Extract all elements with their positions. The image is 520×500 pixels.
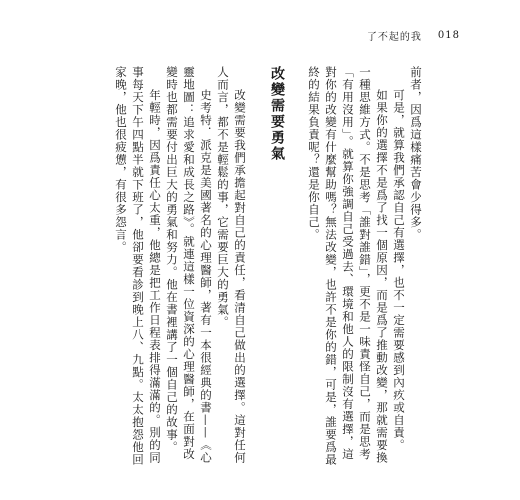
paragraph: 如果你的選擇不是爲了找一個原因，而是爲了推動改變，那就需要換一種思維方式。不是思考「誰對誰錯」，更不是一味責怪自己，而是思考「有用沒用」。就算你強調自己受過去、環境和他人的限制沒有選擇，這對你的改變有什麼幫助嗎？無法改變，也許不是你的錯，可是，誰要爲最終的結果負責呢？還是你自己。 <box>307 66 389 466</box>
page-number: 018 <box>437 30 460 41</box>
paragraph: 史考特．派克是美國著名的心理醫師，著有一本很經典的書——《心靈地圖：追求愛和成長之路》。就連這樣一位資深的心理醫師，在面對改變時也都需要付出巨大的勇氣和努力。他在書裡講了一個自己的故事。 <box>165 66 213 464</box>
paragraph: 前者，因爲這樣痛苦會少得多。 <box>409 66 423 241</box>
paragraph: 改變需要我們承擔起對自己的責任，看清自己做出的選擇。這對任何人而言，都不是輕鬆的事，它需要巨大的勇氣。 <box>216 66 247 464</box>
section-heading: 改變需要勇氣 <box>269 66 285 162</box>
running-header-title: 了不起的我 <box>366 32 422 43</box>
paragraph: 年輕時，因爲責任心太重，他總是把工作日程表排得滿滿的。別的同事每天下午四點半就下班了，他卻要看診到晚上八、九點。太太抱怨他回家晚，他也很疲憊，有很多怨言。 <box>114 66 162 466</box>
running-header <box>367 28 460 43</box>
vertical-text-body <box>94 66 424 466</box>
paragraph: 可是，就算我們承認自己有選擇，也不一定需要感到內疚或自責。 <box>392 89 406 452</box>
